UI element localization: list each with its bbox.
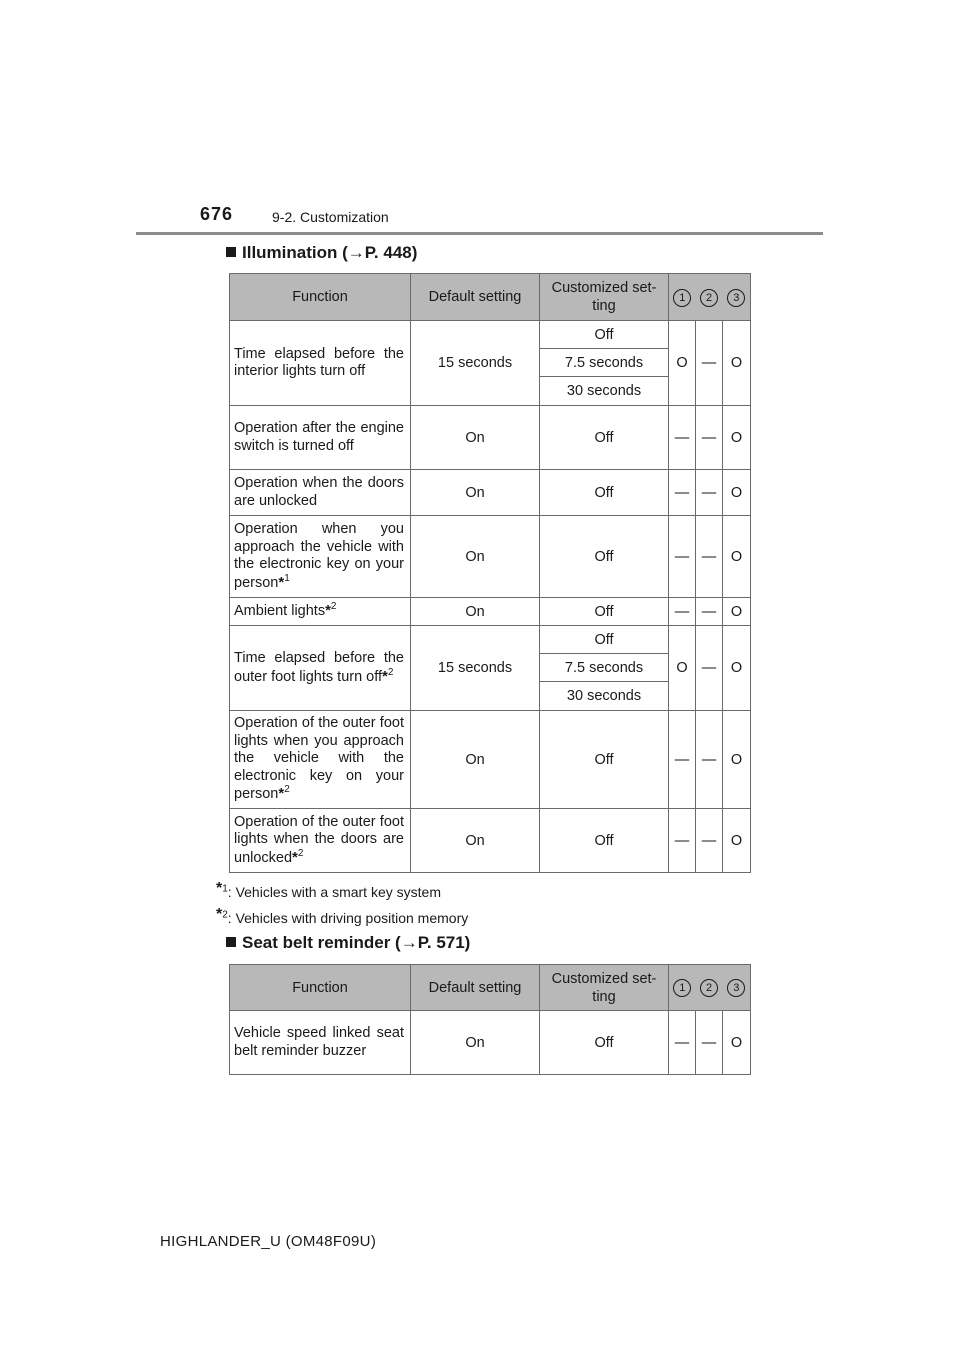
footnote-2: *$^2$: Vehicles with driving position memory bbox=[216, 906, 469, 926]
page-footer: HIGHLANDER_U (OM48F09U) bbox=[160, 1233, 377, 1250]
col-function: Function bbox=[230, 965, 411, 1011]
arrow-icon: → bbox=[400, 933, 418, 952]
table-row: Operation of the outer foot lights when you approach the vehicle with the electronic key on your person*$^2$ On Off — — O bbox=[230, 711, 751, 809]
table-row: Operation when the doors are unlocked On Off — — O bbox=[230, 470, 751, 516]
header-rule bbox=[136, 232, 823, 235]
circled-2-icon: 2 bbox=[700, 289, 718, 307]
col-1 bbox=[669, 274, 696, 321]
col-2 bbox=[696, 965, 723, 1011]
col-function: Function bbox=[230, 274, 411, 321]
square-bullet-icon bbox=[226, 937, 236, 947]
col-1 bbox=[669, 965, 696, 1011]
col-customized: Customized set- ting bbox=[540, 965, 669, 1011]
col-customized: Customized set- ting bbox=[540, 274, 669, 321]
table-row: Operation when you approach the vehicle with the electronic key on your person*$^1$ On Off — — O bbox=[230, 516, 751, 598]
col-default: Default setting bbox=[411, 965, 540, 1011]
table-row: Time elapsed before the interior lights turn off 15 seconds Off O — O bbox=[230, 321, 751, 349]
page-number: 676 bbox=[200, 204, 234, 224]
circled-1-icon: 1 bbox=[673, 979, 691, 997]
col-default: Default setting bbox=[411, 274, 540, 321]
seatbelt-heading: Seat belt reminder (→P. 571) bbox=[226, 933, 470, 953]
table-row: Time elapsed before the outer foot lights turn off*$^2$ 15 seconds Off O — O bbox=[230, 626, 751, 654]
square-bullet-icon bbox=[226, 247, 236, 257]
footnote-1: *$^1$: Vehicles with a smart key system bbox=[216, 880, 441, 900]
table-row: Operation of the outer foot lights when the doors are unlocked*$^2$ On Off — — O bbox=[230, 809, 751, 873]
arrow-icon: → bbox=[347, 243, 365, 262]
circled-1-icon: 1 bbox=[673, 289, 691, 307]
circled-3-icon: 3 bbox=[727, 979, 745, 997]
section-title: 9-2. Customization bbox=[272, 209, 389, 225]
table-row: Operation after the engine switch is turned off On Off — — O bbox=[230, 406, 751, 470]
circled-2-icon: 2 bbox=[700, 979, 718, 997]
illumination-table: Function Default setting Customized set- ting 1 2 3 Time elapsed before the interior lights turn off 15 seconds Off O — O 7.5 seconds 30 seconds Operation after the engine switch is turned off On Off — — O Operation when the doors are unlocked On Off — — O Operation when you approach the vehicle with the electronic key on your person*$^1$ On Off — — O Ambient lights*$^2$ On Off — — O Time elapsed before the outer foot lights turn off*$^2$ 15 seconds Off O — O 7.5 seconds 30 seconds Operation of the outer foot lights when you approach the vehicle with the electronic key on your person*$^2$ On Off — — O Operation of the outer foot lights when the doors are unlocked*$^2$ On Off — — O bbox=[229, 273, 751, 873]
seatbelt-table bbox=[229, 964, 751, 1075]
col-3 bbox=[723, 965, 751, 1011]
page-header bbox=[200, 204, 822, 234]
table-row: Ambient lights*$^2$ On Off — — O bbox=[230, 598, 751, 626]
illumination-heading: Illumination (→P. 448) bbox=[226, 243, 417, 263]
col-2 bbox=[696, 274, 723, 321]
col-3 bbox=[723, 274, 751, 321]
table-row: Vehicle speed linked seat belt reminder buzzer On Off — — O bbox=[230, 1011, 751, 1075]
circled-3-icon: 3 bbox=[727, 289, 745, 307]
